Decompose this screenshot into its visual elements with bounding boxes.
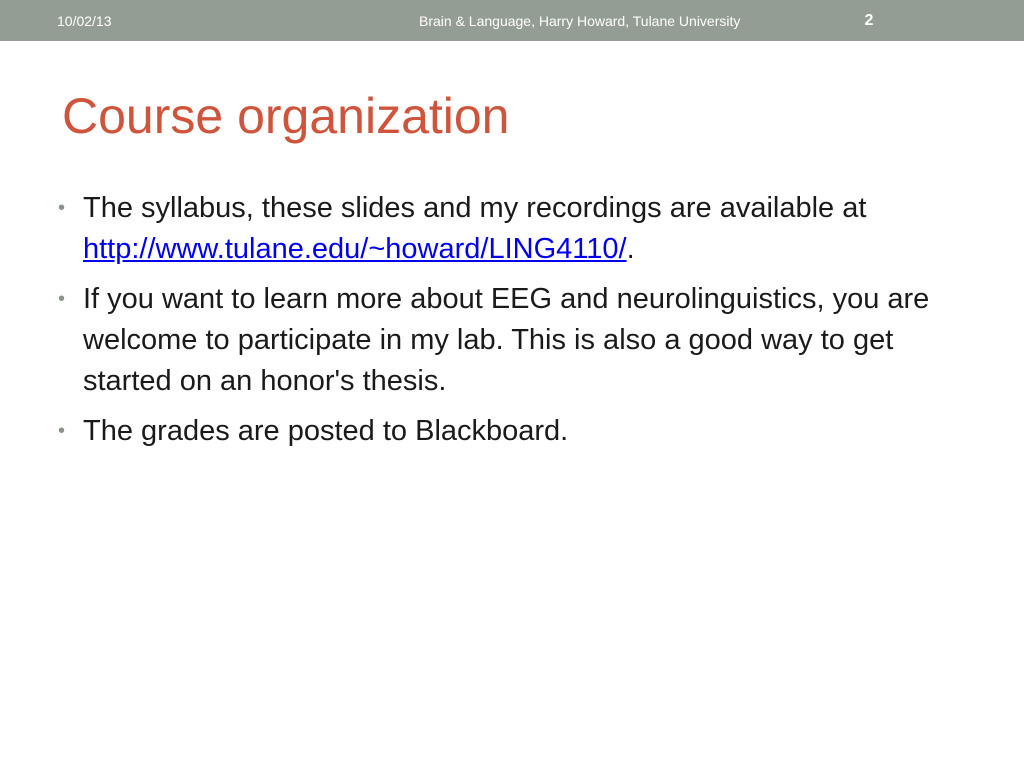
bullet-text-end: . — [626, 233, 635, 265]
slide-date: 10/02/13 — [57, 13, 112, 29]
bullet-text: If you want to learn more about EEG and neurolinguistics, you are welcome to participate in my lab. This is also a good way to get started on an honor's thesis. — [83, 283, 930, 397]
slide-number: 2 — [864, 12, 874, 29]
bullet-text: The grades are posted to Blackboard. — [83, 415, 569, 447]
bullet-item-syllabus — [58, 188, 978, 270]
header-bar — [0, 0, 1024, 41]
bullet-item-lab — [58, 279, 978, 402]
bullet-icon: • — [58, 288, 66, 310]
course-website-link[interactable]: http://www.tulane.edu/~howard/LING4110/ — [83, 233, 627, 265]
bullet-text: The syllabus, these slides and my recordings are available at — [83, 192, 867, 224]
bullet-list — [58, 188, 978, 461]
slide-title: Course organization — [62, 88, 510, 144]
bullet-icon: • — [58, 197, 66, 219]
slide-footer-text: Brain & Language, Harry Howard, Tulane University — [419, 13, 741, 29]
bullet-icon: • — [58, 420, 66, 442]
bullet-item-grades — [58, 411, 978, 452]
